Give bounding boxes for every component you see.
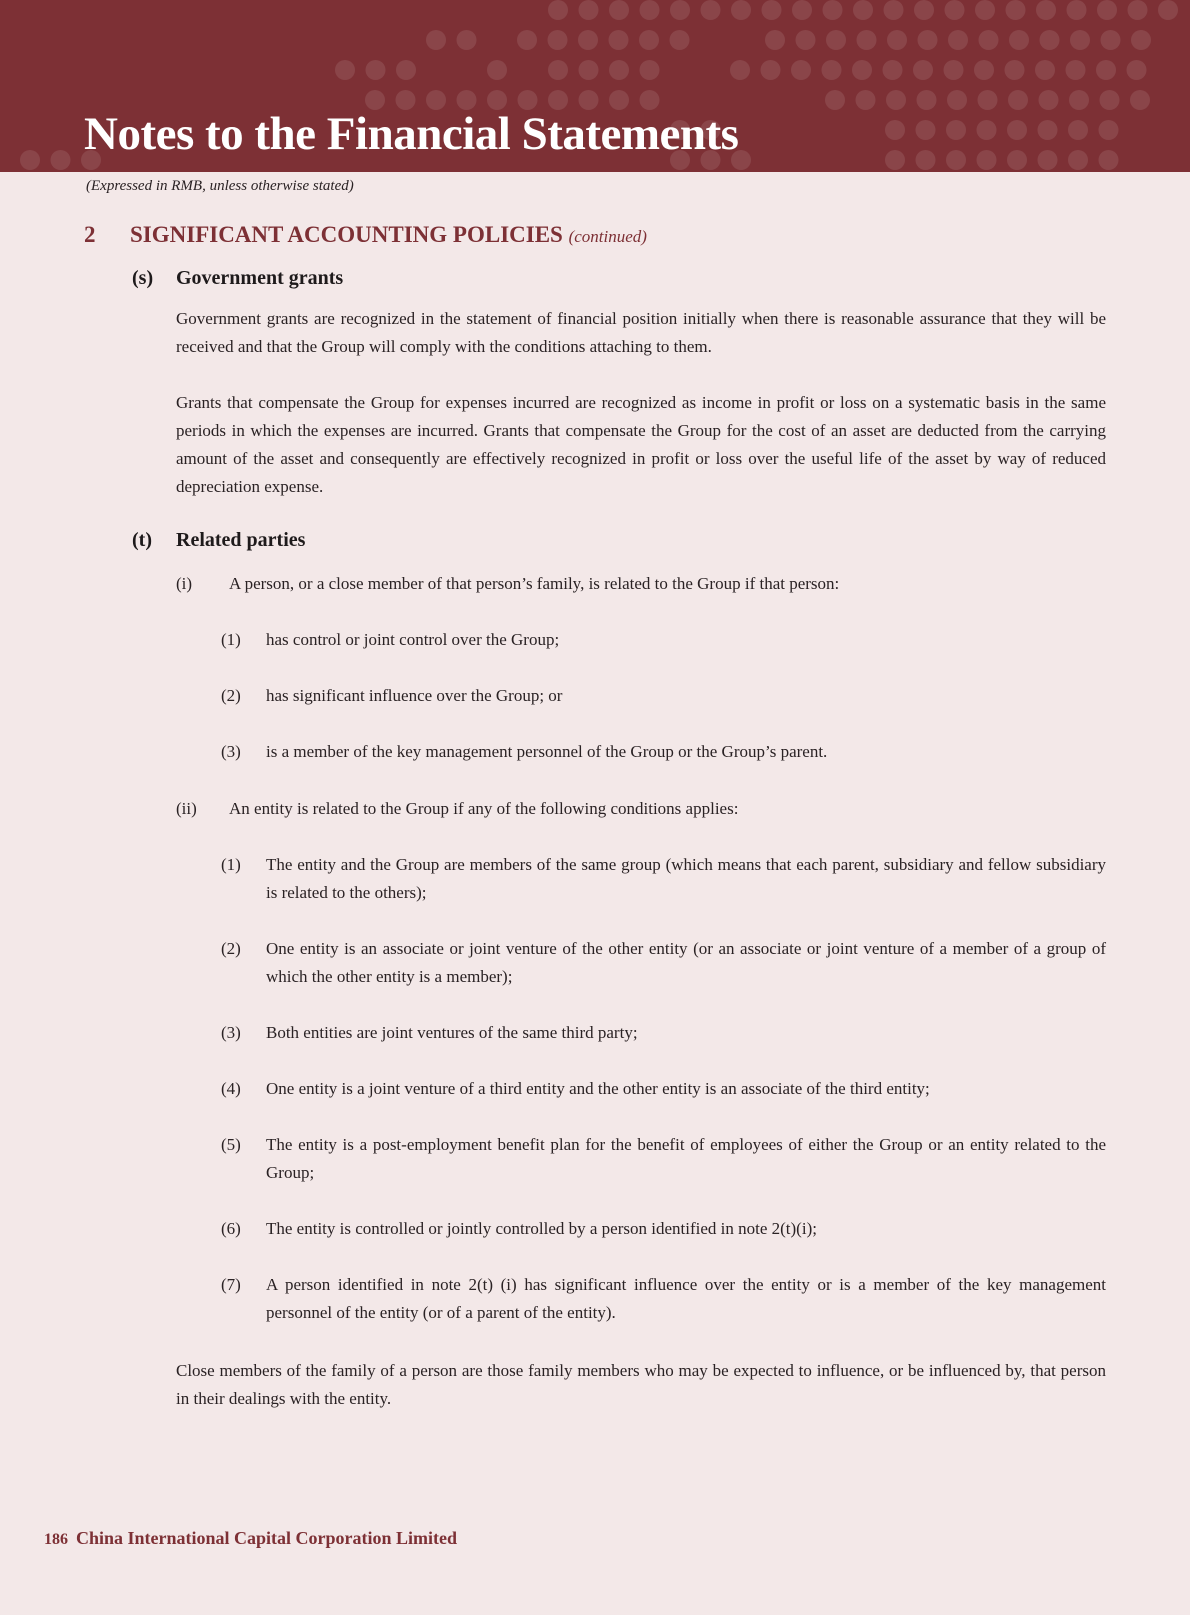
pattern-dot xyxy=(762,0,782,20)
pattern-dot xyxy=(1039,90,1059,110)
continued-label: (continued) xyxy=(568,227,647,246)
pattern-dot xyxy=(335,60,355,80)
pattern-dot xyxy=(886,90,906,110)
pattern-dot xyxy=(1040,30,1060,50)
pattern-dot xyxy=(670,0,690,20)
paragraph: Government grants are recognized in the statement of financial position initially when there is reasonable assurance that they will be received and that the Group will comply with the conditions attaching to them. xyxy=(176,309,1106,356)
pattern-dot xyxy=(548,60,568,80)
pattern-dot xyxy=(579,0,599,20)
pattern-dot xyxy=(856,90,876,110)
pattern-dot xyxy=(1128,0,1148,20)
list-marker: (2) xyxy=(221,939,241,958)
pattern-dot xyxy=(946,150,966,170)
pattern-dot xyxy=(670,30,690,50)
pattern-dot xyxy=(946,120,966,140)
list-text: The entity and the Group are members of the same group (which means that each parent, subsidiary and fellow subsidiary is related to the others); xyxy=(266,855,1106,902)
pattern-dot xyxy=(1158,0,1178,20)
list-item xyxy=(221,626,1106,654)
list-text: One entity is an associate or joint venture of the other entity (or an associate or joint venture of a member of a group of which the other entity is a member); xyxy=(266,939,1106,986)
pattern-dot xyxy=(791,60,811,80)
pattern-dot xyxy=(975,0,995,20)
pattern-dot xyxy=(945,0,965,20)
list-marker: (2) xyxy=(221,686,241,705)
pattern-dot xyxy=(578,30,598,50)
subsection-label: (s) xyxy=(132,267,154,289)
pattern-dot xyxy=(887,30,907,50)
list-marker: (3) xyxy=(221,1023,241,1042)
list-item xyxy=(221,1075,1106,1103)
pattern-dot xyxy=(51,150,71,170)
pattern-dot xyxy=(1070,30,1090,50)
pattern-dot xyxy=(974,60,994,80)
pattern-dot xyxy=(1068,120,1088,140)
closing-paragraph: Close members of the family of a person are those family members who may be expected to influence, or be influenced by, that person in their dealings with the entity. xyxy=(176,1361,1106,1408)
subsection-heading-t xyxy=(132,529,305,552)
section-title: SIGNIFICANT ACCOUNTING POLICIES xyxy=(130,222,563,247)
pattern-dot xyxy=(396,60,416,80)
pattern-dot xyxy=(730,60,750,80)
list-text: The entity is controlled or jointly controlled by a person identified in note 2(t)(i); xyxy=(266,1219,817,1238)
pattern-dot xyxy=(857,30,877,50)
pattern-dot xyxy=(978,90,998,110)
paragraph: Grants that compensate the Group for expenses incurred are recognized as income in profit or loss on a systematic basis in the same periods in which the expenses are incurred. Grants that compensate the Group for the cost of an asset are deducted from the carrying amount of the asset and consequently are effectively recognized in profit or loss over the useful life of the asset by way of reduced depreciation expense. xyxy=(176,393,1106,496)
pattern-dot xyxy=(639,30,659,50)
list-text: An entity is related to the Group if any of the following conditions applies: xyxy=(229,799,739,818)
pattern-dot xyxy=(916,120,936,140)
subsection-label: (t) xyxy=(132,529,152,551)
pattern-dot xyxy=(947,90,967,110)
pattern-dot xyxy=(1006,0,1026,20)
pattern-dot xyxy=(761,60,781,80)
pattern-dot xyxy=(1036,0,1056,20)
subsection-title: Government grants xyxy=(176,267,344,289)
page-title: Notes to the Financial Statements xyxy=(84,108,739,160)
list-item xyxy=(221,682,1106,710)
pattern-dot xyxy=(884,0,904,20)
list-marker: (7) xyxy=(221,1275,241,1294)
list-marker: (3) xyxy=(221,742,241,761)
pattern-dot xyxy=(944,60,964,80)
pattern-dot xyxy=(979,30,999,50)
pattern-dot xyxy=(1100,90,1120,110)
pattern-dot xyxy=(948,30,968,50)
page-number: 186 xyxy=(44,1531,68,1548)
subsection-heading-s xyxy=(132,267,343,290)
pattern-dot xyxy=(609,0,629,20)
list-marker: (1) xyxy=(221,855,241,874)
list-text: has control or joint control over the Group; xyxy=(266,630,560,649)
pattern-dot xyxy=(792,0,812,20)
pattern-dot xyxy=(1009,30,1029,50)
pattern-dot xyxy=(731,0,751,20)
pattern-dot xyxy=(1007,120,1027,140)
list-item xyxy=(221,851,1106,907)
pattern-dot xyxy=(1127,60,1147,80)
pattern-dot xyxy=(825,90,845,110)
pattern-dot xyxy=(609,60,629,80)
pattern-dot xyxy=(517,30,537,50)
pattern-dot xyxy=(977,150,997,170)
pattern-dot xyxy=(1008,90,1028,110)
list-text: One entity is a joint venture of a third entity and the other entity is an associate of the third entity; xyxy=(266,1079,930,1098)
pattern-dot xyxy=(916,150,936,170)
pattern-dot xyxy=(914,0,934,20)
list-item xyxy=(176,795,1106,823)
page-footer xyxy=(44,1528,457,1549)
list-item xyxy=(221,935,1106,991)
list-text: A person, or a close member of that person’s family, is related to the Group if that person: xyxy=(229,574,840,593)
pattern-dot xyxy=(1066,60,1086,80)
pattern-dot xyxy=(822,60,842,80)
pattern-dot xyxy=(1069,90,1089,110)
pattern-dot xyxy=(977,120,997,140)
pattern-dot xyxy=(701,0,721,20)
pattern-dot xyxy=(826,30,846,50)
list-marker: (4) xyxy=(221,1079,241,1098)
pattern-dot xyxy=(1096,60,1116,80)
pattern-dot xyxy=(548,0,568,20)
pattern-dot xyxy=(457,30,477,50)
pattern-dot xyxy=(1005,60,1025,80)
list-marker: (1) xyxy=(221,630,241,649)
pattern-dot xyxy=(885,120,905,140)
list-item xyxy=(221,1019,1106,1047)
pattern-dot xyxy=(1099,120,1119,140)
pattern-dot xyxy=(885,150,905,170)
section-heading xyxy=(84,222,647,248)
pattern-dot xyxy=(1067,0,1087,20)
list-marker: (ii) xyxy=(176,799,197,818)
list-text: Both entities are joint ventures of the same third party; xyxy=(266,1023,638,1042)
pattern-dot xyxy=(852,60,872,80)
pattern-dot xyxy=(796,30,816,50)
list-marker: (5) xyxy=(221,1135,241,1154)
pattern-dot xyxy=(487,60,507,80)
list-item xyxy=(221,738,1106,766)
page-subtitle: (Expressed in RMB, unless otherwise stated) xyxy=(86,178,354,194)
pattern-dot xyxy=(917,90,937,110)
pattern-dot xyxy=(1097,0,1117,20)
list-marker: (i) xyxy=(176,574,193,593)
list-text: The entity is a post-employment benefit plan for the benefit of employees of either the Group or an entity related to the Group; xyxy=(266,1135,1106,1182)
pattern-dot xyxy=(1035,60,1055,80)
pattern-dot xyxy=(913,60,933,80)
pattern-dot xyxy=(823,0,843,20)
pattern-dot xyxy=(548,30,568,50)
list-text: A person identified in note 2(t) (i) has significant influence over the entity or is a member of the key management personnel of the entity (or of a parent of the entity). xyxy=(266,1275,1106,1322)
pattern-dot xyxy=(609,30,629,50)
list-marker: (6) xyxy=(221,1219,241,1238)
pattern-dot xyxy=(1101,30,1121,50)
pattern-dot xyxy=(20,150,40,170)
list-item xyxy=(221,1131,1106,1187)
pattern-dot xyxy=(579,60,599,80)
pattern-dot xyxy=(883,60,903,80)
list-text: has significant influence over the Group; or xyxy=(266,686,563,705)
header-banner xyxy=(0,0,1190,172)
subsection-title: Related parties xyxy=(176,529,306,551)
pattern-dot xyxy=(1007,150,1027,170)
list-item xyxy=(221,1271,1106,1327)
pattern-dot xyxy=(853,0,873,20)
pattern-dot xyxy=(1038,120,1058,140)
list-item xyxy=(221,1215,1106,1243)
company-name: China International Capital Corporation Limited xyxy=(76,1528,458,1548)
section-number: 2 xyxy=(84,222,96,247)
pattern-dot xyxy=(1130,90,1150,110)
list-text: is a member of the key management personnel of the Group or the Group’s parent. xyxy=(266,742,828,761)
pattern-dot xyxy=(1131,30,1151,50)
pattern-dot xyxy=(640,60,660,80)
pattern-dot xyxy=(1099,150,1119,170)
pattern-dot xyxy=(918,30,938,50)
pattern-dot xyxy=(1068,150,1088,170)
pattern-dot xyxy=(366,60,386,80)
pattern-dot xyxy=(640,0,660,20)
list-item xyxy=(176,570,1106,598)
pattern-dot xyxy=(426,30,446,50)
pattern-dot xyxy=(765,30,785,50)
pattern-dot xyxy=(1038,150,1058,170)
